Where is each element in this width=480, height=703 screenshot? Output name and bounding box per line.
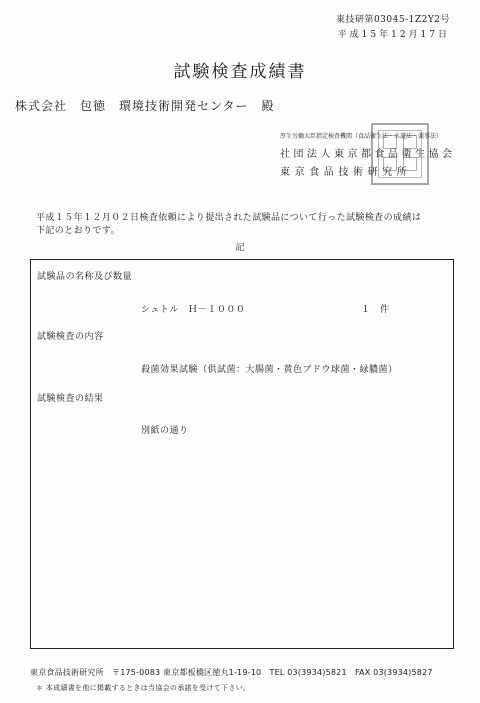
- issuer-association: 社団法人東京都食品衛生協会: [280, 149, 456, 160]
- document-number: 東技研第03045-1Z2Y2号: [335, 15, 450, 25]
- results-box: [30, 259, 454, 649]
- footer-address: 東京食品技術研究所 〒175-0083 東京都板橋区徳丸1-19-10 TEL 03(3934)5821 FAX 03(3934)5827: [30, 668, 433, 677]
- issuer-designation: 厚生労働大臣指定検査機関（食品衛生法・水道法・薬事法）: [280, 133, 443, 140]
- intro-text-line-1: 平成１５年１２月０２日検査依頼により提出された試験品について行った試験検査の成績は: [36, 213, 422, 223]
- sample-name: シュトル Ｈ－１０００: [141, 305, 246, 315]
- issue-date: 平成15年12月17日: [337, 30, 450, 40]
- page-title: 試験検査成績書: [173, 62, 307, 82]
- sample-label: 試験品の名称及び数量: [37, 272, 133, 282]
- official-seal-stamp: [371, 123, 429, 185]
- record-mark: 記: [235, 243, 245, 253]
- intro-text-line-2: 下記のとおりです。: [36, 226, 120, 236]
- content-label: 試験検査の内容: [37, 332, 104, 342]
- footer-note: ＊ 本成績書を他に掲載するときは当協会の承諾を受けて下さい。: [36, 684, 251, 692]
- sample-quantity: １ 件: [361, 305, 390, 315]
- recipient: 株式会社 包徳 環境技術開発センター 殿: [15, 99, 275, 113]
- result-label: 試験検査の結果: [37, 394, 104, 404]
- result-value: 別紙の通り: [141, 426, 189, 436]
- issuer-institute: 東京食品技術研究所: [280, 167, 412, 178]
- content-value: 殺菌効果試験（供試菌：大腸菌・黄色ブドウ球菌・緑膿菌）: [141, 365, 398, 375]
